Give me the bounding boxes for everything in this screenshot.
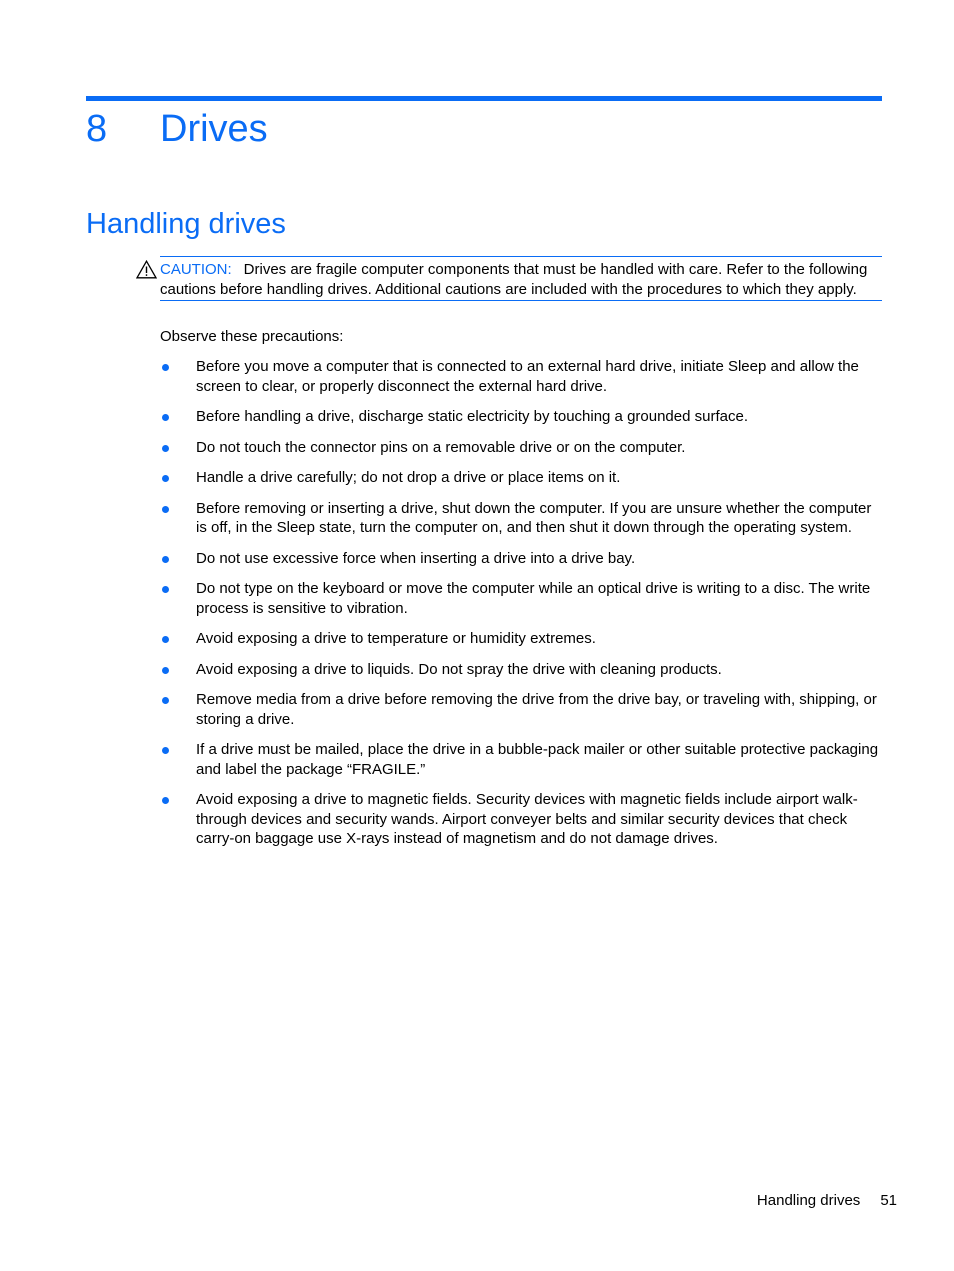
precaution-text: Avoid exposing a drive to temperature or humidity extremes.	[196, 630, 596, 647]
precaution-item	[160, 690, 882, 729]
bullet-icon	[162, 636, 169, 643]
precaution-text: Do not type on the keyboard or move the computer while an optical drive is writing to a disc. The write process is sensitive to vibration.	[196, 580, 871, 617]
bullet-icon	[162, 586, 169, 593]
chapter-title: Drives	[160, 108, 268, 150]
precaution-text: Avoid exposing a drive to magnetic fields. Security devices with magnetic fields include airport walk-through devices and security wands. Airport conveyer belts and similar security devices that check carry-on baggage use X-rays instead of magnetism and do not damage drives.	[196, 791, 858, 847]
precaution-item	[160, 357, 882, 396]
precaution-item	[160, 740, 882, 779]
precautions-intro: Observe these precautions:	[160, 328, 344, 345]
precaution-text: Before removing or inserting a drive, shut down the computer. If you are unsure whether the computer is off, in the Sleep state, turn the computer on, and then shut it down through the operating system.	[196, 499, 872, 536]
precaution-item	[160, 407, 882, 427]
bullet-icon	[162, 667, 169, 674]
bullet-icon	[162, 556, 169, 563]
precaution-item	[160, 790, 882, 849]
precaution-item	[160, 579, 882, 618]
bullet-icon	[162, 747, 169, 754]
caution-label: CAUTION:	[160, 261, 232, 278]
precautions-list	[160, 357, 882, 860]
precaution-text: Before you move a computer that is connected to an external hard drive, initiate Sleep and allow the screen to clear, or properly disconnect the external hard drive.	[196, 358, 859, 395]
bullet-icon	[162, 364, 169, 371]
bullet-icon	[162, 445, 169, 452]
section-heading: Handling drives	[86, 208, 286, 240]
bullet-icon	[162, 414, 169, 421]
precaution-text: Remove media from a drive before removing the drive from the drive bay, or traveling with, shipping, or storing a drive.	[196, 691, 877, 728]
page-footer	[757, 1191, 897, 1211]
precaution-text: Do not use excessive force when inserting a drive into a drive bay.	[196, 549, 636, 567]
precaution-item	[160, 499, 882, 538]
precaution-item	[160, 468, 882, 488]
chapter-number: 8	[86, 108, 108, 150]
precaution-text: Do not touch the connector pins on a removable drive or on the computer.	[196, 438, 686, 456]
precaution-item	[160, 438, 882, 458]
precaution-item	[160, 549, 882, 569]
footer-section: Handling drives	[756, 1192, 861, 1209]
bullet-icon	[162, 475, 169, 482]
chapter-heading	[86, 106, 268, 152]
bullet-icon	[162, 797, 169, 804]
precaution-item	[160, 629, 882, 649]
warning-triangle-icon	[136, 260, 157, 279]
caution-text: Drives are fragile computer components that must be handled with care. Refer to the following cautions before handling drives. Additional cautions are included with the procedures to which they apply.	[160, 261, 868, 298]
precaution-text: Avoid exposing a drive to liquids. Do not spray the drive with cleaning products.	[196, 660, 722, 678]
caution-box	[160, 256, 882, 301]
precaution-text: If a drive must be mailed, place the drive in a bubble-pack mailer or other suitable protective packaging and label the package “FRAGILE.”	[196, 741, 879, 778]
page-number: 51	[880, 1192, 897, 1209]
bullet-icon	[162, 506, 169, 513]
bullet-icon	[162, 697, 169, 704]
chapter-rule	[86, 96, 882, 101]
precaution-text: Before handling a drive, discharge static electricity by touching a grounded surface.	[196, 408, 748, 425]
precaution-text: Handle a drive carefully; do not drop a drive or place items on it.	[196, 469, 621, 486]
precaution-item	[160, 660, 882, 680]
